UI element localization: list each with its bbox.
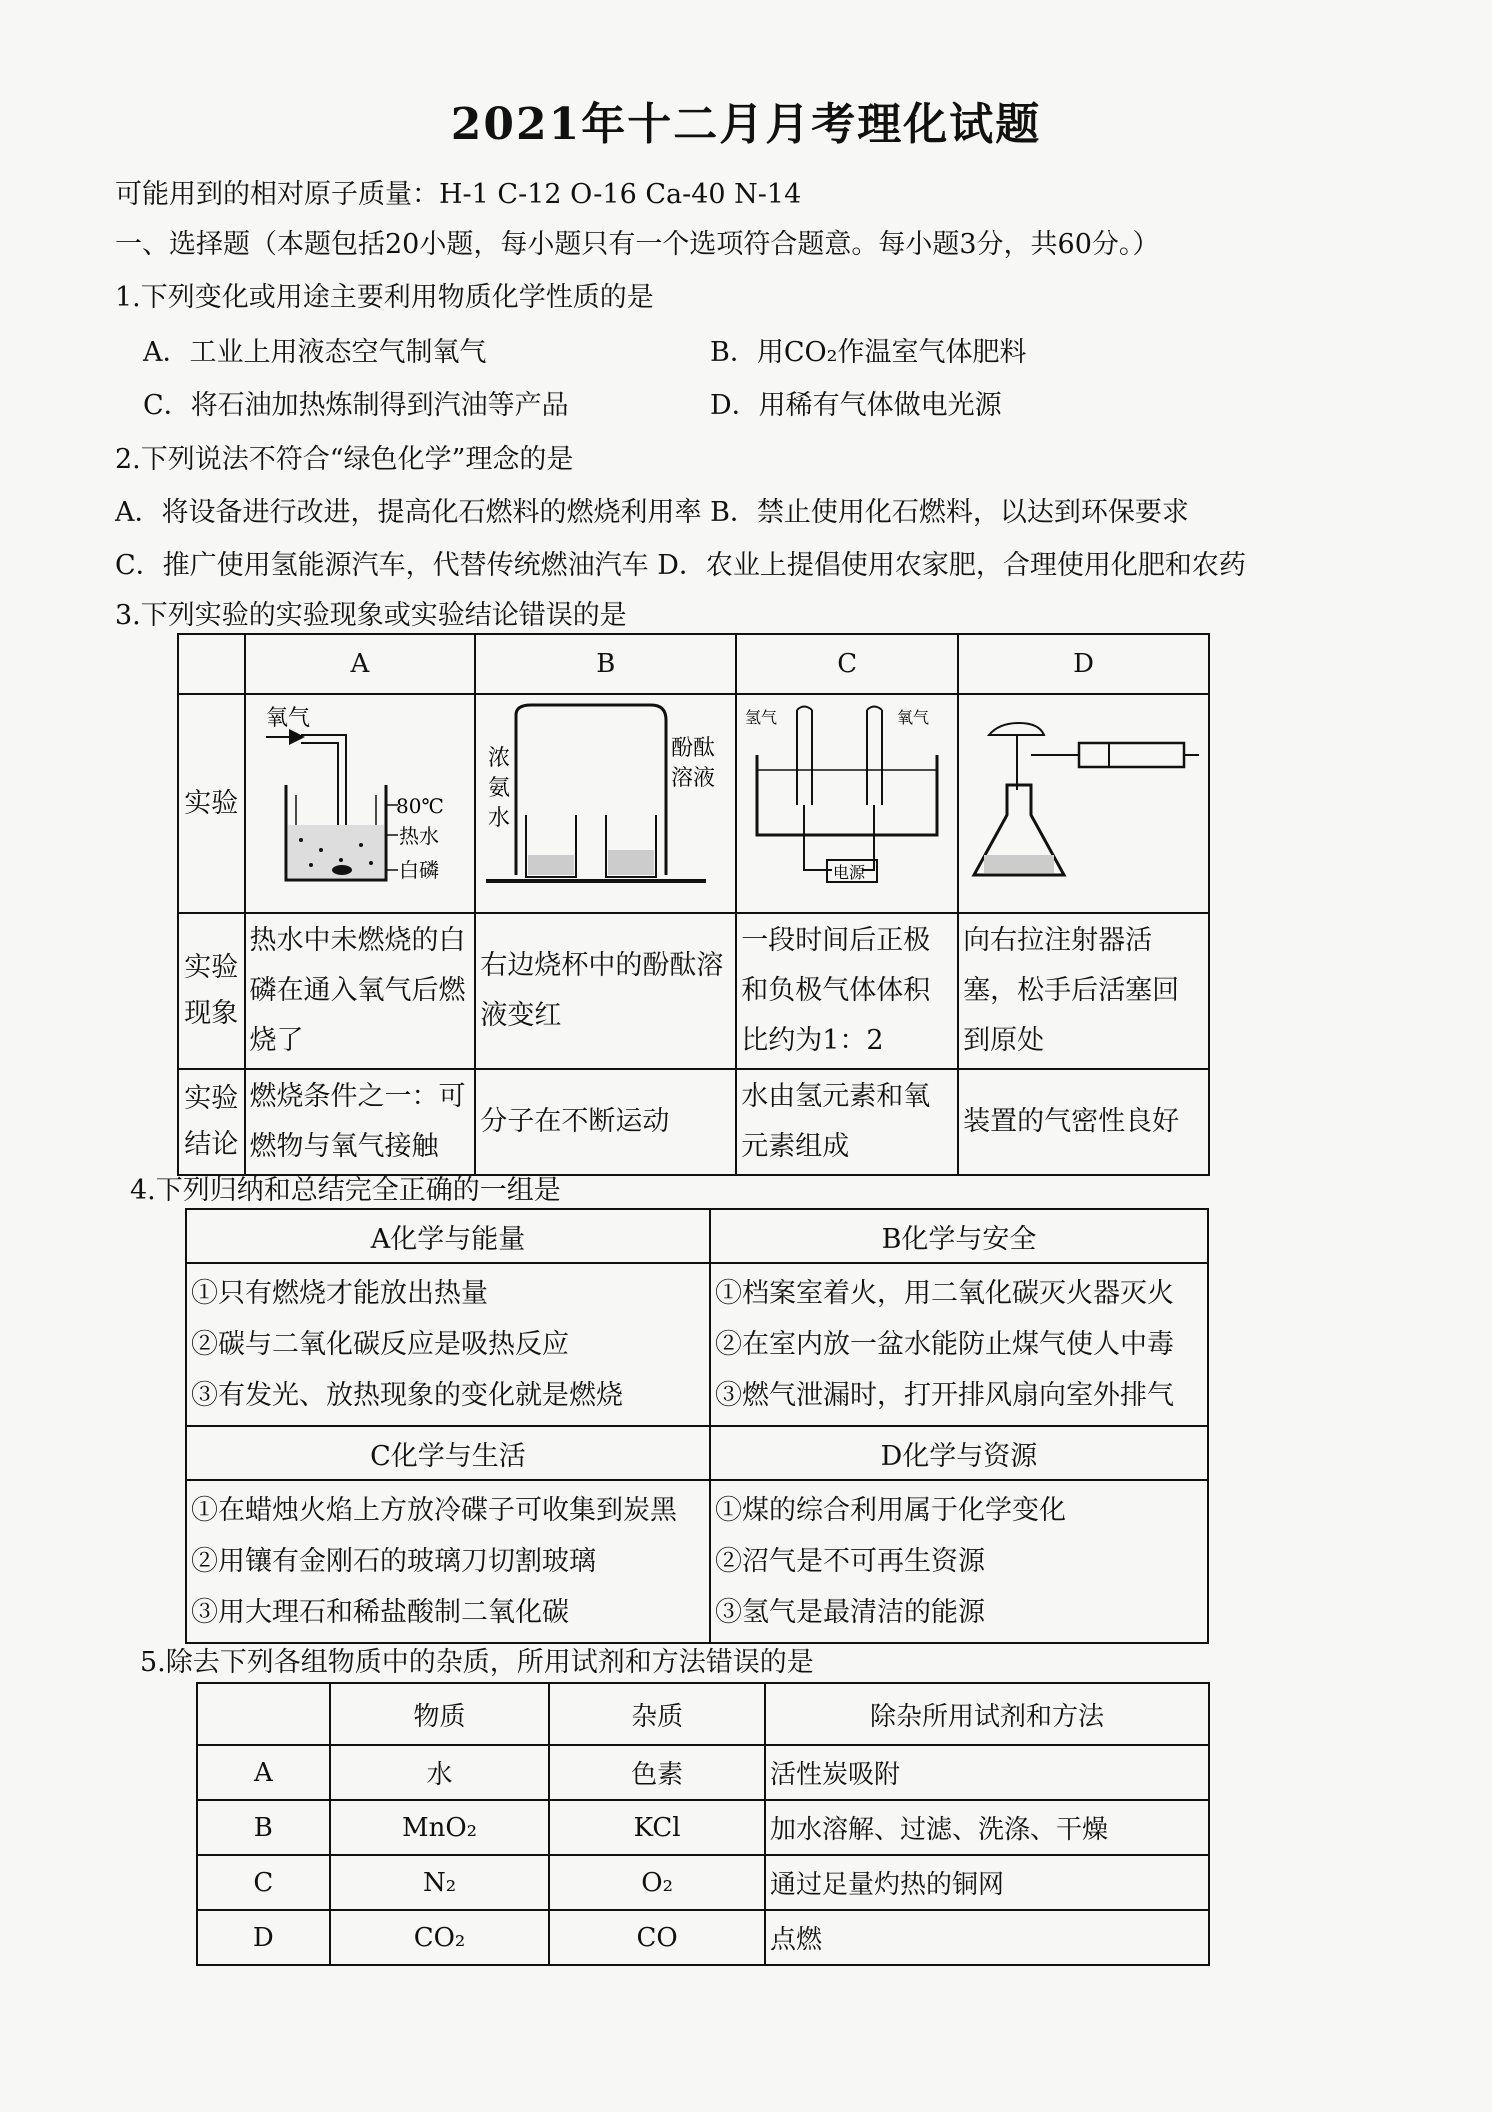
q3-row-label-experiment: 实验 [178, 694, 245, 913]
oxygen-label: 氧气 [265, 706, 310, 731]
q5-header-blank [197, 1683, 330, 1745]
q3-row-label-phenomenon: 实验现象 [178, 913, 245, 1069]
table-row [197, 1745, 1209, 1800]
q1-option-b: B．用CO₂作温室气体肥料 [710, 337, 1027, 368]
q5-header-impurity: 杂质 [549, 1683, 765, 1745]
q3-conclusion-a: 燃烧条件之一：可燃物与氧气接触 [245, 1069, 476, 1175]
q3-table [177, 633, 1210, 1176]
q3-phenomenon-d: 向右拉注射器活塞，松手后活塞回到原处 [958, 913, 1209, 1069]
hydrogen-label: 氢气 [745, 708, 778, 727]
q4-head-b: B化学与安全 [710, 1209, 1208, 1263]
page-title: 2021年十二月月考理化试题 [450, 99, 1042, 150]
q5-row-c-method: 通过足量灼热的铜网 [765, 1855, 1209, 1910]
q3-row-label-conclusion: 实验结论 [178, 1069, 245, 1175]
q1-option-d: D．用稀有气体做电光源 [710, 390, 1002, 421]
q4-head-d: D化学与资源 [710, 1426, 1208, 1480]
q3-conclusion-b: 分子在不断运动 [475, 1069, 736, 1175]
q5-row-b-label: B [197, 1800, 330, 1855]
q4-c-item-3: ③用大理石和稀盐酸制二氧化碳 [191, 1597, 569, 1628]
q5-header-method: 除杂所用试剂和方法 [765, 1683, 1209, 1745]
q4-a-item-1: ①只有燃烧才能放出热量 [191, 1278, 488, 1309]
q5-stem: 5.除去下列各组物质中的杂质，所用试剂和方法错误的是 [140, 1647, 814, 1678]
q3-header-b: B [475, 634, 736, 694]
q3-header-blank [178, 634, 245, 694]
q5-row-b-method: 加水溶解、过滤、洗涤、干燥 [765, 1800, 1209, 1855]
q1-option-c: C．将石油加热炼制得到汽油等产品 [143, 390, 569, 421]
q3-header-c: C [736, 634, 958, 694]
q4-items-b [710, 1263, 1208, 1426]
q4-b-item-1: ①档案室着火，用二氧化碳灭火器灭火 [714, 1278, 1174, 1309]
q2-stem: 2.下列说法不符合“绿色化学”理念的是 [115, 444, 574, 475]
oxygen-label-c: 氧气 [897, 708, 930, 727]
q4-b-item-2: ②在室内放一盆水能防止煤气使人中毒 [714, 1329, 1174, 1360]
white-phosphorus-beaker-figure [246, 695, 471, 895]
electrolysis-figure [737, 695, 955, 895]
q5-row-d-impurity: CO [549, 1910, 765, 1965]
q5-row-c-substance: N₂ [330, 1855, 550, 1910]
q2-options-ab: A．将设备进行改进，提高化石燃料的燃烧利用率 B．禁止使用化石燃料，以达到环保要求 [115, 497, 1189, 528]
power-label: 电源 [833, 863, 866, 882]
q5-row-c-impurity: O₂ [549, 1855, 765, 1910]
q3-header-d: D [958, 634, 1209, 694]
q5-row-d-label: D [197, 1910, 330, 1965]
q4-b-item-3: ③燃气泄漏时，打开排风扇向室外排气 [714, 1380, 1174, 1411]
table-row [197, 1910, 1209, 1965]
q4-a-item-2: ②碳与二氧化碳反应是吸热反应 [191, 1329, 569, 1360]
q4-d-item-3: ③氢气是最清洁的能源 [714, 1597, 985, 1628]
q5-row-a-method: 活性炭吸附 [765, 1745, 1209, 1800]
hot-water-label: 热水 [398, 824, 439, 848]
ammonia-label-3: 水 [488, 806, 511, 831]
q4-head-a: A化学与能量 [186, 1209, 710, 1263]
q5-row-b-substance: MnO₂ [330, 1800, 550, 1855]
q4-d-item-1: ①煤的综合利用属于化学变化 [714, 1495, 1066, 1526]
airtightness-figure [959, 695, 1204, 895]
q4-stem: 4.下列归纳和总结完全正确的一组是 [130, 1175, 561, 1206]
table-row [197, 1855, 1209, 1910]
q4-c-item-2: ②用镶有金刚石的玻璃刀切割玻璃 [191, 1546, 596, 1577]
q5-row-c-label: C [197, 1855, 330, 1910]
q4-items-a [186, 1263, 710, 1426]
q5-table [196, 1682, 1210, 1966]
q5-row-b-impurity: KCl [549, 1800, 765, 1855]
q4-items-c [186, 1480, 710, 1643]
q3-phenomenon-a: 热水中未燃烧的白磷在通入氧气后燃烧了 [245, 913, 476, 1069]
q3-phenomenon-b: 右边烧杯中的酚酞溶液变红 [475, 913, 736, 1069]
q5-row-a-label: A [197, 1745, 330, 1800]
ammonia-label-2: 氨 [488, 776, 511, 801]
q3-conclusion-c: 水由氢元素和氧元素组成 [736, 1069, 958, 1175]
q5-row-d-substance: CO₂ [330, 1910, 550, 1965]
q1-option-a: A．工业上用液态空气制氧气 [143, 337, 487, 368]
q4-table [185, 1208, 1209, 1644]
white-phosphorus-label: 白磷 [398, 858, 439, 882]
q1-stem: 1.下列变化或用途主要利用物质化学性质的是 [115, 282, 654, 313]
q3-figure-a [245, 694, 476, 913]
q3-conclusion-d: 装置的气密性良好 [958, 1069, 1209, 1175]
section-heading: 一、选择题（本题包括20小题，每小题只有一个选项符合题意。每小题3分，共60分。） [115, 229, 1160, 260]
q2-options-cd: C．推广使用氢能源汽车，代替传统燃油汽车 D．农业上提倡使用农家肥，合理使用化肥和农药 [115, 550, 1246, 581]
q3-figure-d [958, 694, 1209, 913]
temp-label: 80℃ [395, 794, 444, 818]
q4-items-d [710, 1480, 1208, 1643]
phenolphthalein-label-bottom: 溶液 [671, 766, 716, 791]
q3-figure-c [736, 694, 958, 913]
ammonia-label-1: 浓 [488, 746, 511, 771]
q5-row-d-method: 点燃 [765, 1910, 1209, 1965]
q3-stem: 3.下列实验的实验现象或实验结论错误的是 [115, 600, 627, 631]
q3-figure-b [475, 694, 736, 913]
q3-phenomenon-c: 一段时间后正极和负极气体体积比约为1：2 [736, 913, 958, 1069]
q4-d-item-2: ②沼气是不可再生资源 [714, 1546, 985, 1577]
q4-c-item-1: ①在蜡烛火焰上方放冷碟子可收集到炭黑 [191, 1495, 677, 1526]
q5-row-a-impurity: 色素 [549, 1745, 765, 1800]
q3-header-a: A [245, 634, 476, 694]
ammonia-diffusion-figure [476, 695, 731, 895]
q4-head-c: C化学与生活 [186, 1426, 710, 1480]
table-row [197, 1800, 1209, 1855]
phenolphthalein-label-top: 酚酞 [671, 736, 716, 761]
q5-header-substance: 物质 [330, 1683, 550, 1745]
atomic-masses: 可能用到的相对原子质量：H-1 C-12 O-16 Ca-40 N-14 [115, 179, 802, 210]
q5-row-a-substance: 水 [330, 1745, 550, 1800]
q4-a-item-3: ③有发光、放热现象的变化就是燃烧 [191, 1380, 623, 1411]
